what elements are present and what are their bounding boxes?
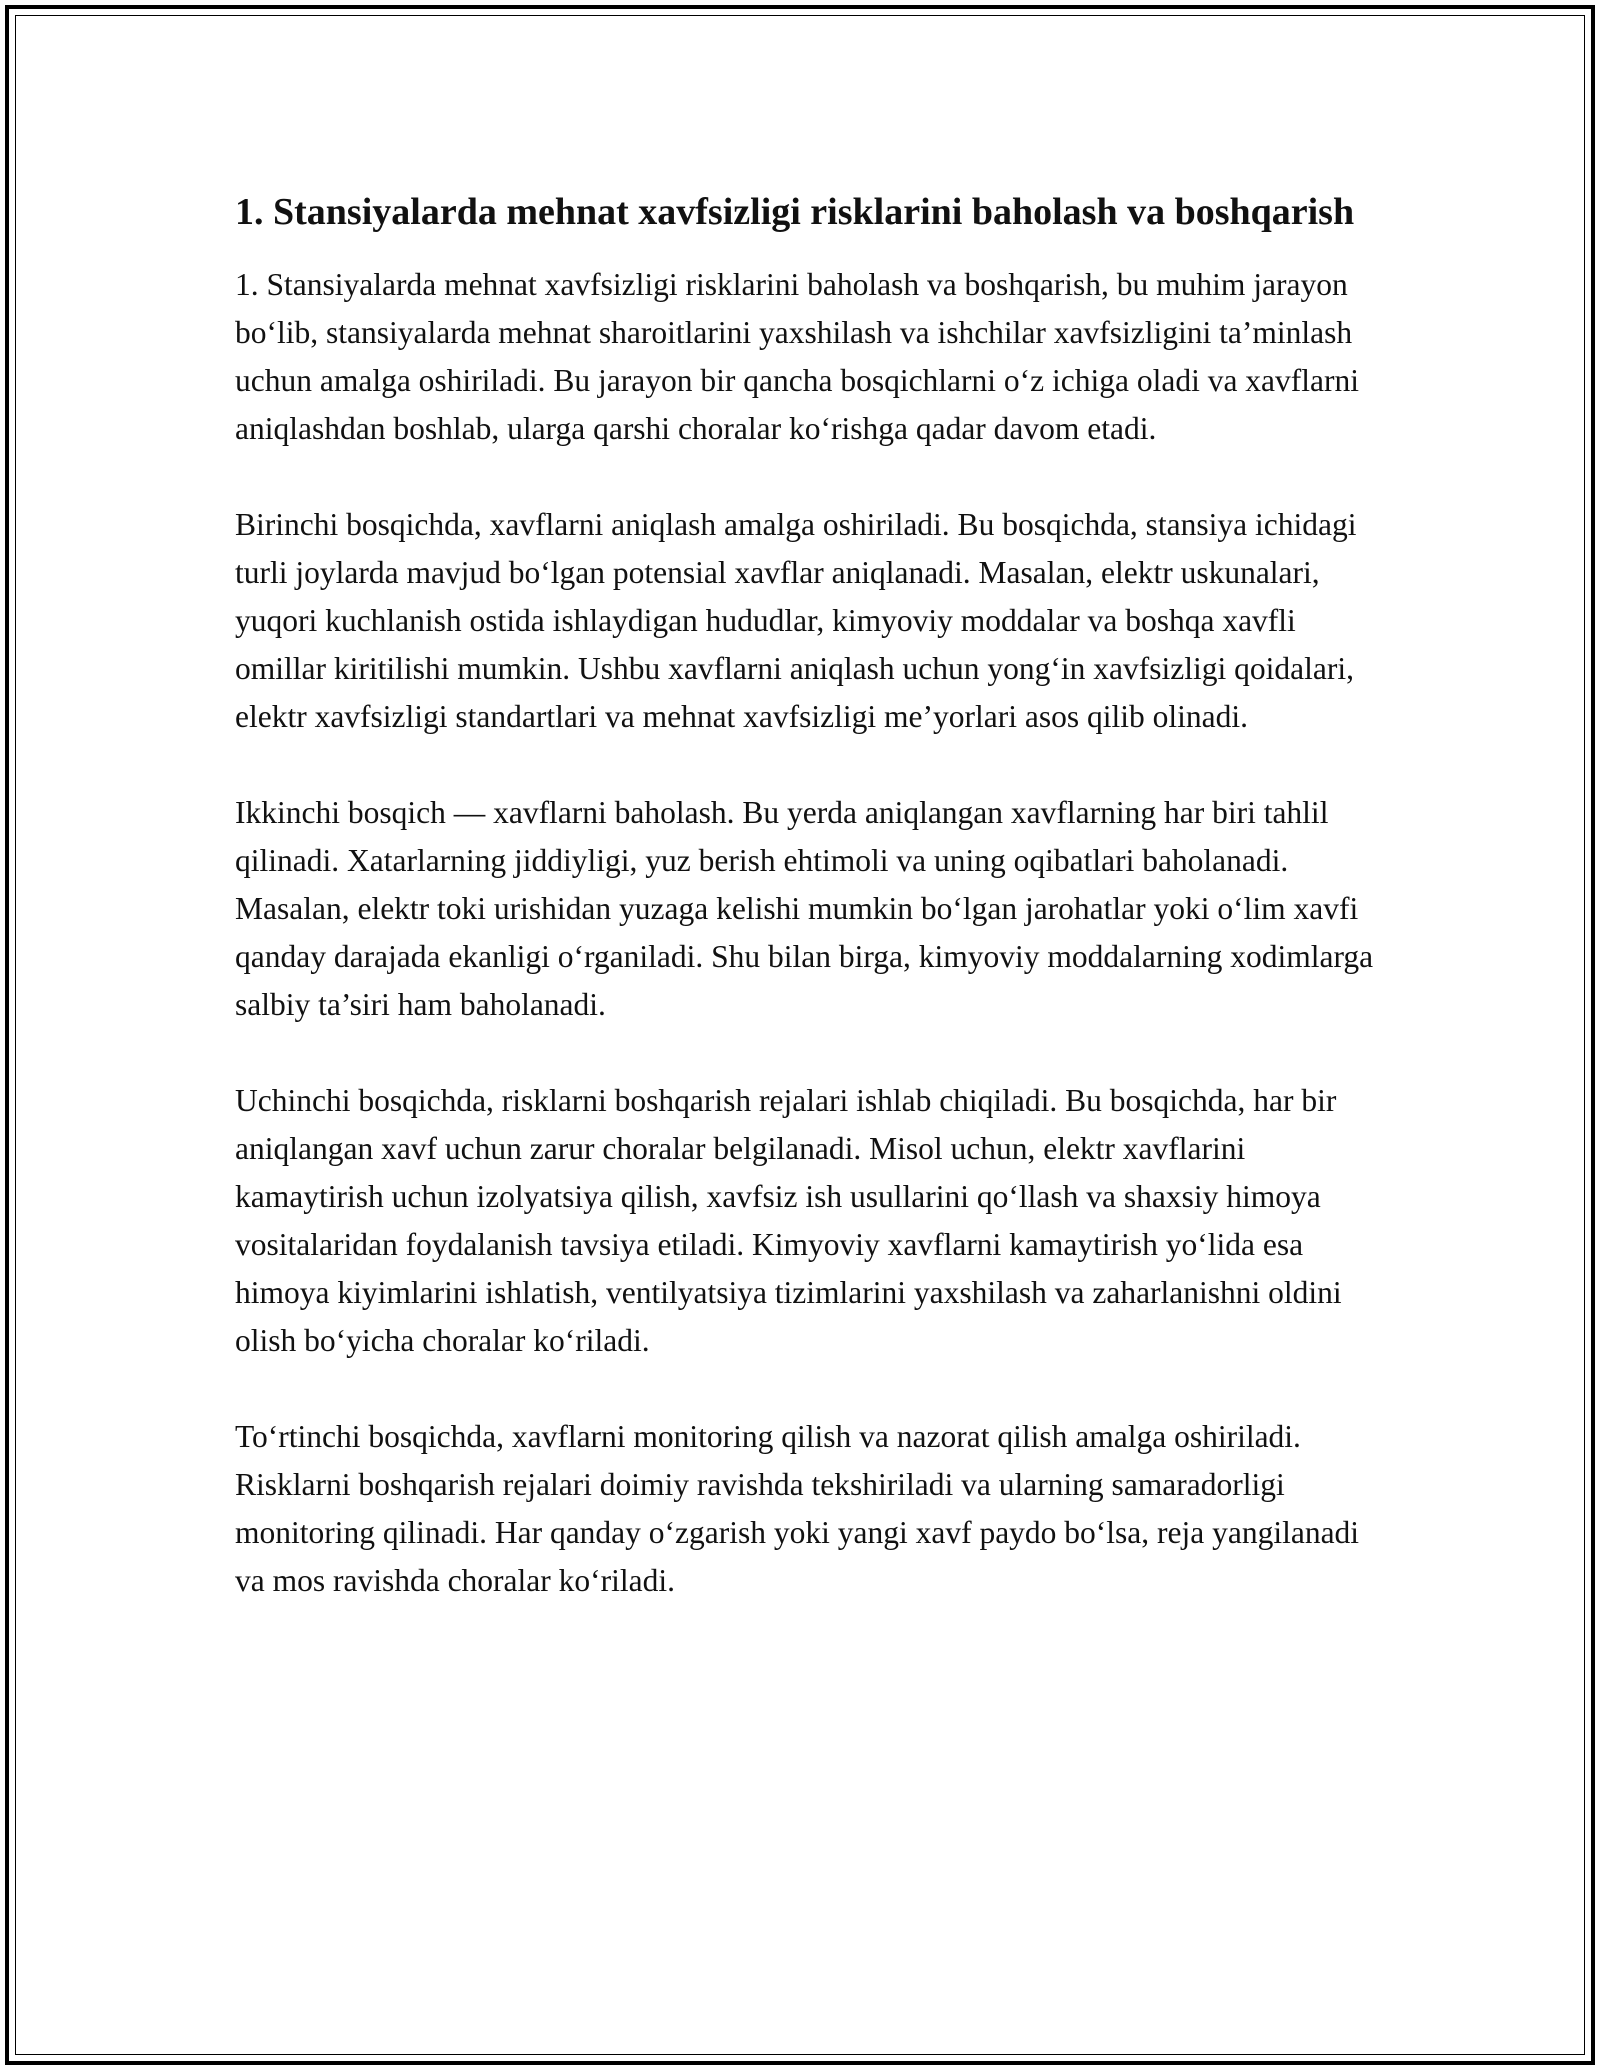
document-body <box>235 185 1385 1653</box>
paragraph-fourth-stage: To‘rtinchi bosqichda, xavflarni monitoring qilish va nazorat qilish amalga oshiriladi. Risklarni boshqarish rejalari doimiy ravishda tekshiriladi va ularning samaradorligi monitoring qilinadi. Har qanday o‘zgarish yoki yangi xavf paydo bo‘lsa, reja yangilanadi va mos ravishda choralar ko‘riladi. <box>235 1419 1360 1598</box>
paragraph-second-stage: Ikkinchi bosqich — xavflarni baholash. Bu yerda aniqlangan xavflarning har biri tahlil qilinadi. Xatarlarning jiddiyligi, yuz berish ehtimoli va uning oqibatlari baholanadi. Masalan, elektr toki urishidan yuzaga kelishi mumkin bo‘lgan jarohatlar yoki o‘lim xavfi qanday darajada ekanligi o‘rganiladi. Shu bilan birga, kimyoviy moddalarning xodimlarga salbiy ta’siri ham baholanadi. <box>235 795 1374 1022</box>
document-title: 1. Stansiyalarda mehnat xavfsizligi risklarini baholash va boshqarish <box>235 191 1355 233</box>
paragraph-third-stage: Uchinchi bosqichda, risklarni boshqarish rejalari ishlab chiqiladi. Bu bosqichda, har bir aniqlangan xavf uchun zarur choralar belgilanadi. Misol uchun, elektr xavflarini kamaytirish uchun izolyatsiya qilish, xavfsiz ish usullarini qo‘llash va shaxsiy himoya vositalaridan foydalanish tavsiya etiladi. Kimyoviy xavflarni kamaytirish yo‘lida esa himoya kiyimlarini ishlatish, ventilyatsiya tizimlarini yaxshilash va zaharlanishni oldini olish bo‘yicha choralar ko‘riladi. <box>235 1083 1342 1358</box>
paragraph-first-stage: Birinchi bosqichda, xavflarni aniqlash amalga oshiriladi. Bu bosqichda, stansiya ichidagi turli joylarda mavjud bo‘lgan potensial xavflar aniqlanadi. Masalan, elektr uskunalari, yuqori kuchlanish ostida ishlaydigan hududlar, kimyoviy moddalar va boshqa xavfli omillar kiritilishi mumkin. Ushbu xavflarni aniqlash uchun yong‘in xavfsizligi qoidalari, elektr xavfsizligi standartlari va mehnat xavfsizligi me’yorlari asos qilib olinadi. <box>235 507 1357 734</box>
paragraph-intro: 1. Stansiyalarda mehnat xavfsizligi risklarini baholash va boshqarish, bu muhim jarayon bo‘lib, stansiyalarda mehnat sharoitlarini yaxshilash va ishchilar xavfsizligini ta’minlash uchun amalga oshiriladi. Bu jarayon bir qancha bosqichlarni o‘z ichiga oladi va xavflarni aniqlashdan boshlab, ularga qarshi choralar ko‘rishga qadar davom etadi. <box>235 267 1360 446</box>
